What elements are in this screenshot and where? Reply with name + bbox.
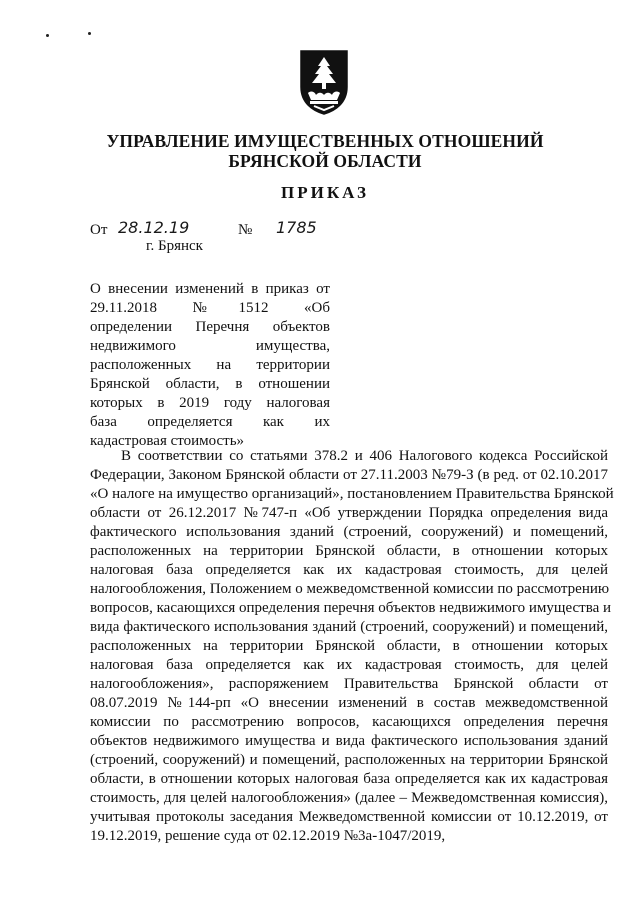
body-line: объектов недвижимого имущества и вида фактического использования зданий — [90, 733, 608, 749]
scan-specks — [38, 32, 98, 42]
body-line: области от 26.12.2017 №747-п «Об утверждении Порядка определения вида — [90, 505, 608, 521]
body-line: налогообложения», распоряжением Правительства Брянской области от — [90, 676, 608, 692]
handwritten-number: 1785 — [276, 218, 317, 237]
subject-line: расположенных на территории — [90, 357, 330, 373]
body-line: 08.07.2019 №144-рп «О внесении изменений в состав межведомственной — [90, 695, 608, 711]
body-line: учитывая протоколы заседания Межведомственной комиссии от 10.12.2019, от — [90, 809, 608, 825]
handwritten-date: 28.12.19 — [118, 218, 190, 237]
body-line: (строений, сооружений) и помещений, расположенных на территории Брянской — [90, 752, 608, 768]
number-label: № — [238, 222, 253, 238]
body-line: вопросов, касающихся определения перечня объектов недвижимого имущества и — [90, 600, 612, 616]
subject-line: кадастровая стоимость» — [90, 433, 245, 449]
subject-line: О внесении изменений в приказ от — [90, 281, 330, 297]
body-line: фактического использования зданий (строений, сооружений) и помещений, — [90, 524, 608, 540]
body-line: «О налоге на имущество организаций», постановлением Правительства Брянской — [90, 486, 614, 502]
org-name-line-1: УПРАВЛЕНИЕ ИМУЩЕСТВЕННЫХ ОТНОШЕНИЙ — [106, 131, 544, 151]
date-number-line — [90, 218, 390, 240]
subject-line: которых в 2019 году налоговая — [90, 395, 330, 411]
body-line: стоимость, для целей налогообложения» (далее – Межведомственная комиссия), — [90, 790, 608, 806]
subject-line: недвижимого имущества, — [90, 338, 330, 354]
body-line: комиссии по рассмотрению вопросов, касающихся определения перечня — [90, 714, 608, 730]
subject-line: определении Перечня объектов — [90, 319, 330, 335]
body-line: Федерации, Законом Брянской области от 27.11.2003 №79-З (в ред. от 02.10.2017 — [90, 467, 608, 483]
subject-line: 29.11.2018 №1512 «Об — [90, 300, 330, 316]
org-name-line-2: БРЯНСКОЙ ОБЛАСТИ — [228, 151, 422, 171]
bryansk-coat-of-arms-icon — [299, 49, 349, 115]
body-line: налогообложения, Положением о межведомственной комиссии по рассмотрению — [90, 581, 610, 597]
date-label: От — [90, 222, 108, 238]
subject-line: база определяется как их — [90, 414, 330, 430]
body-line: расположенных на территории Брянской области, в отношении которых — [90, 543, 608, 559]
body-line: В соответствии со статьями 378.2 и 406 Налогового кодекса Российской — [121, 448, 608, 464]
body-line: вида фактического использования зданий (строений, сооружений) и помещений, — [90, 619, 608, 635]
organization-name — [60, 131, 590, 171]
body-line: 19.12.2019, решение суда от 02.12.2019 №3а-1047/2019, — [90, 828, 446, 844]
subject-line: Брянской области, в отношении — [90, 376, 330, 392]
body-line: расположенных на территории Брянской области, в отношении которых — [90, 638, 608, 654]
body-line: налоговая база определяется как их кадастровая стоимость, для целей — [90, 562, 608, 578]
order-subject — [90, 280, 330, 451]
city-name: г. Брянск — [146, 238, 203, 254]
order-body-paragraph — [90, 447, 614, 846]
document-type-title: ПРИКАЗ — [281, 183, 369, 202]
body-line: области, в отношении которых налоговая база определяется как их кадастровая — [90, 771, 608, 787]
body-line: налоговая база определяется как их кадастровая стоимость, для целей — [90, 657, 608, 673]
